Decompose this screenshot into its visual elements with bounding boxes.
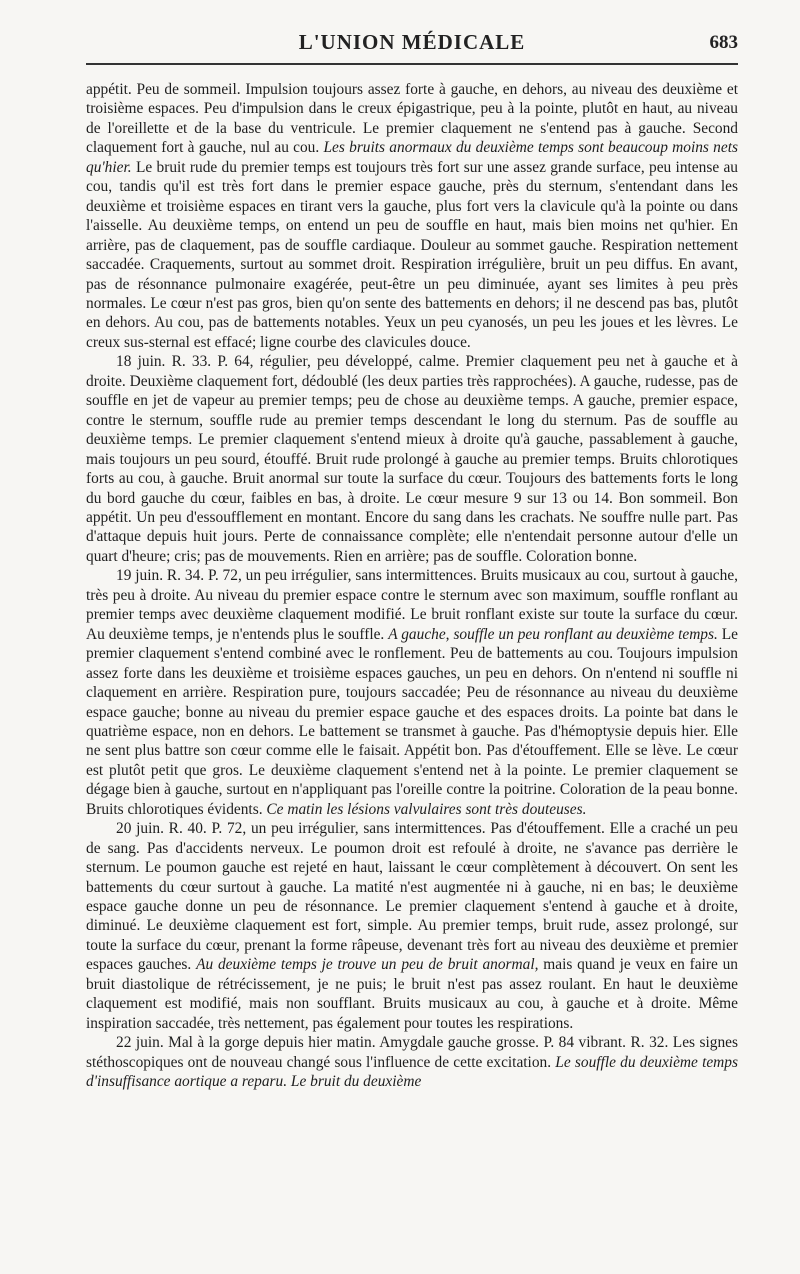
paragraph: [86, 566, 738, 819]
text-run: 19 juin. R. 34. P. 72, un peu irrégulier, sans intermittences. Bruits musicaux au cou, surtout à gauche, très peu à droite. Au niveau du premier espace contre le sternum avec son maximum, souffle ronflant au premier temps avec deuxième claquement modifié. Le bruit ronflant existe sur toute la surface du cœur. Au deuxième temps, je n'entends plus le souffle.: [86, 567, 738, 643]
body-text: [86, 80, 738, 1092]
running-title: L'UNION MÉDICALE: [298, 30, 526, 54]
italic-text: Les bruits anormaux du deuxième temps sont beaucoup moins nets qu'hier.: [86, 139, 738, 176]
italic-text: Au deuxième temps je trouve un peu de bruit anormal,: [196, 956, 539, 974]
text-run: Le premier claquement s'entend combiné avec le ronflement. Peu de battements au cou. Toujours impulsion assez forte dans les deuxième et troisième espaces gauches, un peu en dehors. On n'entend ni souffle ni claquement en arrière. Respiration pure, toujours saccadée; Peu de résonnance au niveau du deuxième espace gauche; bonne au niveau du premier espace gauche et des espaces droits. La pointe bat dans le quatrième espace, non en dehors. Le battement se transmet à gauche. Pas d'hémoptysie depuis hier. Elle ne sent plus battre son cœur comme elle le faisait. Appétit bon. Pas d'étouffement. Elle se lève. Le cœur est plutôt petit que gros. Le deuxième claquement s'entend net à la pointe. Le premier claquement se dégage bien à gauche, surtout en n'appliquant pas l'oreille contre la poitrine. Coloration de la peau bonne. Bruits chlorotiques évidents.: [86, 625, 738, 818]
paragraph: [86, 352, 738, 566]
text-run: Le bruit rude du premier temps est toujours très fort sur une assez grande surface, peu intense au cou, tandis qu'il est très fort dans le premier espace gauche, près du sternum, s'entendant dans les deuxième et troisième espaces en tirant vers la gauche, plus fort vers la clavicule qu'à la pointe ou dans l'aisselle. Au deuxième temps, on entend un peu de souffle en haut, mais bien moins net qu'hier. En arrière, pas de claquement, pas de souffle cardiaque. Douleur au sommet gauche. Respiration nettement saccadée. Craquements, surtout au sommet droit. Respiration irrégulière, bruit un peu diffus. En avant, pas de résonnance pulmonaire exagérée, peut-être un peu diminuée, ayant ses limites à peu près normales. Le cœur n'est pas gros, bien qu'on sente des battements en dehors; il ne descend pas bas, plutôt en dehors. Au cou, pas de battements notables. Yeux un peu cyanosés, un peu les joues et les lèvres. Le creux sus-sternal est effacé; ligne courbe des clavicules douce.: [86, 158, 738, 351]
text-run: 20 juin. R. 40. P. 72, un peu irrégulier, sans intermittences. Pas d'étouffement. Elle a craché un peu de sang. Pas d'accidents nerveux. Le poumon droit est refoulé à droite, ne s'avance pas derrière le sternum. Le poumon gauche est rejeté en haut, laissant le cœur complètement à découvert. On sent les battements du cœur surtout à gauche. La matité n'est augmentée ni à gauche, ni en bas; le deuxième espace gauche donne un peu de résonnance. Le premier claquement s'entend à gauche et à droite, diminué. Le deuxième claquement est fort, simple. Au premier temps, bruit rude, assez prolongé, sur toute la surface du cœur, prenant la forme râpeuse, devenant très fort au niveau des deuxième et premier espaces gauches.: [86, 820, 738, 974]
page-header: [86, 30, 738, 62]
page-number: 683: [709, 32, 738, 53]
italic-text: A gauche, souffle un peu ronflant au deuxième temps.: [388, 625, 718, 643]
text-run: 22 juin. Mal à la gorge depuis hier matin. Amygdale gauche grosse. P. 84 vibrant. R. 32. Les signes stéthoscopiques ont de nouveau changé sous l'influence de cette excitation.: [86, 1034, 738, 1071]
text-run: mais quand je veux en faire un bruit diastolique de rétrécissement, je ne puis; le bruit n'est pas assez roulant. En haut le deuxième claquement est modifié, mais non soufflant. Bruits musicaux au cou, à gauche et à droite. Même inspiration saccadée, très nettement, pas également pour toutes les respirations.: [86, 956, 738, 1032]
italic-text: Le souffle du deuxième temps d'insuffisance aortique a reparu. Le bruit du deuxième: [86, 1053, 738, 1091]
paragraph: [86, 1033, 738, 1091]
italic-text: Ce matin les lésions valvulaires sont très douteuses.: [266, 800, 587, 818]
text-run: appétit. Peu de sommeil. Impulsion toujours assez forte à gauche, en dehors, au niveau des deuxième et troisième espaces. Peu d'impulsion dans le creux épigastrique, peu à la pointe, plutôt en haut, au niveau de l'oreillette et de la base du ventricule. Le premier claquement ne s'entend pas à gauche. Second claquement fort à gauche, nul au cou.: [86, 81, 738, 157]
text-run: 18 juin. R. 33. P. 64, régulier, peu développé, calme. Premier claquement peu net à gauche et à droite. Deuxième claquement fort, dédoublé (les deux parties très rapprochées). A gauche, rudesse, pas de souffle en jet de vapeur au premier temps; peu de chose au deuxième temps. A gauche, premier espace, contre le sternum, souffle rude au premier temps descendant le long du sternum. Pas de souffle au deuxième temps. Le premier claquement s'entend mieux à droite qu'à gauche, passablement à gauche, mais toujours un peu sourd, étouffé. Bruit rude prolongé à gauche au premier temps. Bruits chlorotiques forts au cou, à gauche. Bruit anormal sur toute la surface du cœur. Toujours des battements forts le long du bord gauche du cœur, faibles en bas, à droite. Le cœur mesure 9 sur 13 ou 14. Bon sommeil. Bon appétit. Un peu d'essoufflement en montant. Encore du sang dans les crachats. Ne souffre nulle part. Pas d'attaque depuis huit jours. Perte de connaissance complète; elle n'entendait personne autour d'elle un quart d'heure; cris; pas de mouvements. Rien en arrière; pas de souffle. Coloration bonne.: [86, 353, 738, 565]
header-rule: [86, 63, 738, 65]
paragraph: [86, 819, 738, 1033]
paragraph: [86, 80, 738, 352]
